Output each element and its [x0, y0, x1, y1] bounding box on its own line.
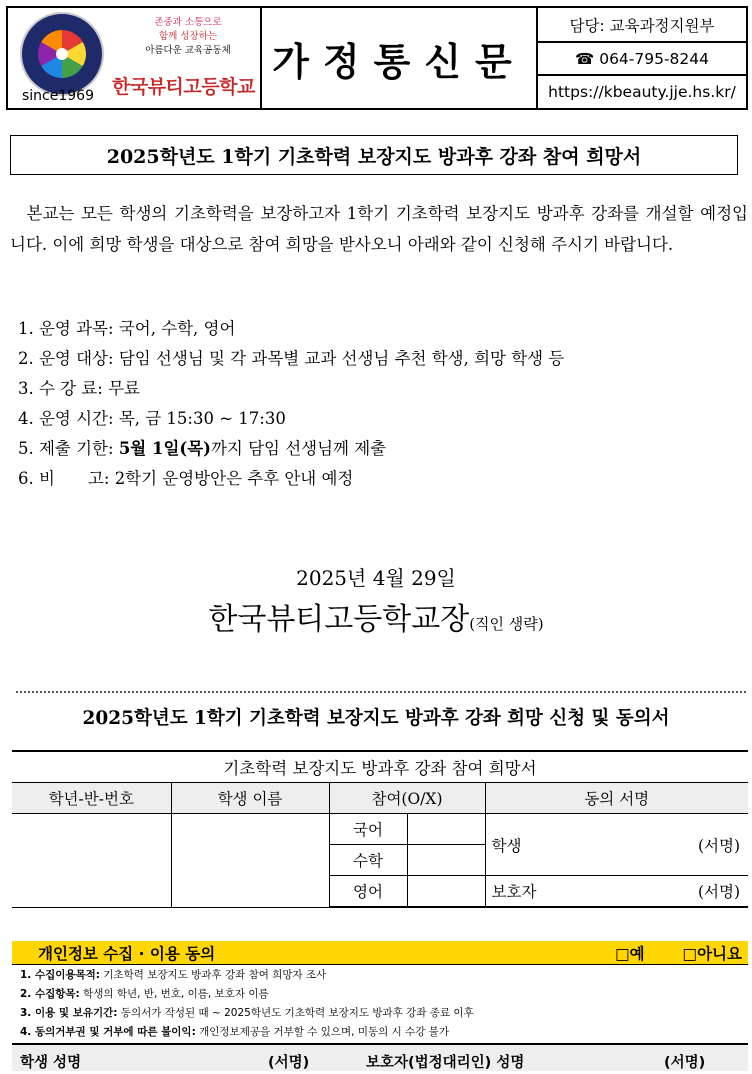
cut-line — [16, 691, 746, 693]
list-item: 1. 수집이용목적: 기초학력 보장지도 방과후 강좌 참여 희망자 조사 — [20, 969, 327, 981]
header-consent-signature: 동의 서명 — [485, 783, 748, 814]
student-sign-field[interactable]: (서명) — [268, 1055, 310, 1071]
student-name-field[interactable] — [171, 814, 329, 908]
privacy-title: 개인정보 수집 · 이용 동의 — [38, 944, 216, 963]
notice-items — [18, 314, 738, 494]
list-item: 3. 이용 및 보유기간: 동의서가 작성된 때 ~ 2025학년도 기초학력 보장지도 방과후 강좌 종료 이후 — [20, 1007, 474, 1019]
contact-info — [538, 8, 746, 108]
department: 담당: 교육과정지원부 — [569, 16, 715, 35]
list-item: 4. 운영 시간: 목, 금 15:30 ~ 17:30 — [18, 409, 286, 428]
list-item: 6. 비 고: 2학기 운영방안은 추후 안내 예정 — [18, 469, 354, 488]
motto-line-3: 아름다운 교육공동체 — [145, 45, 231, 56]
subject-english: 영어 — [329, 876, 407, 908]
school-logo-block — [8, 8, 262, 108]
list-item: 2. 운영 대상: 담임 선생님 및 각 과목별 교과 선생님 추천 학생, 희망 학생 등 — [18, 349, 565, 368]
korean-participation-field[interactable] — [407, 814, 485, 845]
motto-line-2: 함께 성장하는 — [158, 31, 218, 42]
grade-class-number-field[interactable] — [12, 814, 171, 908]
website-link[interactable]: https://kbeauty.jje.hs.kr/ — [538, 74, 746, 107]
consent-yes-checkbox[interactable]: □예 — [615, 944, 645, 963]
guardian-sign-field[interactable]: (서명) — [664, 1055, 706, 1071]
since-label: since1969 — [22, 88, 94, 104]
principal-name: 한국뷰티고등학교장 — [208, 602, 470, 637]
intro-text: 본교는 모든 학생의 기초학력을 보장하고자 1학기 기초학력 보장지도 방과후 강좌를 개설할 예정입니다. 이에 희망 학생을 대상으로 참여 희망을 받사오니 아래와 같이 신청해 주시기 바랍니다. — [10, 204, 748, 254]
privacy-consent-bar — [12, 941, 748, 965]
table-title: 기초학력 보장지도 방과후 강좌 참여 희망서 — [12, 751, 748, 783]
guardian-signature-field[interactable]: 보호자 (서명) — [485, 876, 748, 908]
student-sign-label: 학생 성명 — [20, 1055, 82, 1071]
issue-date: 2025년 4월 29일 — [296, 566, 456, 590]
student-signature-field[interactable]: 학생 (서명) — [485, 814, 748, 876]
list-item: 5. 제출 기한: 5월 1일(목)까지 담임 선생님께 제출 — [18, 439, 387, 458]
header-participation: 참여(O/X) — [329, 783, 485, 814]
list-item: 4. 동의거부권 및 거부에 따른 불이익: 개인정보제공을 거부할 수 있으며, 미동의 시 수강 불가 — [20, 1026, 449, 1038]
list-item: 1. 운영 과목: 국어, 수학, 영어 — [18, 319, 236, 338]
newsletter-header — [6, 6, 748, 110]
newsletter-title: 가정통신문 — [262, 8, 538, 108]
school-motto — [118, 16, 258, 58]
seal-note: (직인 생략) — [469, 615, 544, 633]
motto-line-1: 존중과 소통으로 — [154, 17, 222, 28]
application-table — [12, 750, 748, 908]
subject-korean: 국어 — [329, 814, 407, 845]
principal-signature — [0, 594, 752, 638]
subject-math: 수학 — [329, 845, 407, 876]
consent-signature-bar — [12, 1043, 748, 1071]
guardian-sign-label: 보호자(법정대리인) 성명 — [366, 1055, 525, 1071]
header-grade-class-number: 학년-반-번호 — [12, 783, 171, 814]
school-name: 한국뷰티고등학교 — [112, 76, 255, 98]
english-participation-field[interactable] — [407, 876, 485, 908]
deadline: 5월 1일(목) — [118, 439, 211, 458]
form-title: 2025학년도 1학기 기초학력 보장지도 방과후 강좌 희망 신청 및 동의서 — [82, 708, 670, 729]
list-item: 2. 수집항목: 학생의 학년, 반, 번호, 이름, 보호자 이름 — [20, 988, 269, 1000]
phone-number: ☎ 064-795-8244 — [538, 41, 746, 74]
list-item: 3. 수 강 료: 무료 — [18, 379, 140, 398]
math-participation-field[interactable] — [407, 845, 485, 876]
header-student-name: 학생 이름 — [171, 783, 329, 814]
consent-no-checkbox[interactable]: □아니요 — [682, 944, 742, 963]
school-emblem-icon — [20, 12, 104, 96]
privacy-items — [20, 966, 748, 1042]
notice-title: 2025학년도 1학기 기초학력 보장지도 방과후 강좌 참여 희망서 — [10, 135, 738, 175]
intro-paragraph — [10, 198, 748, 260]
